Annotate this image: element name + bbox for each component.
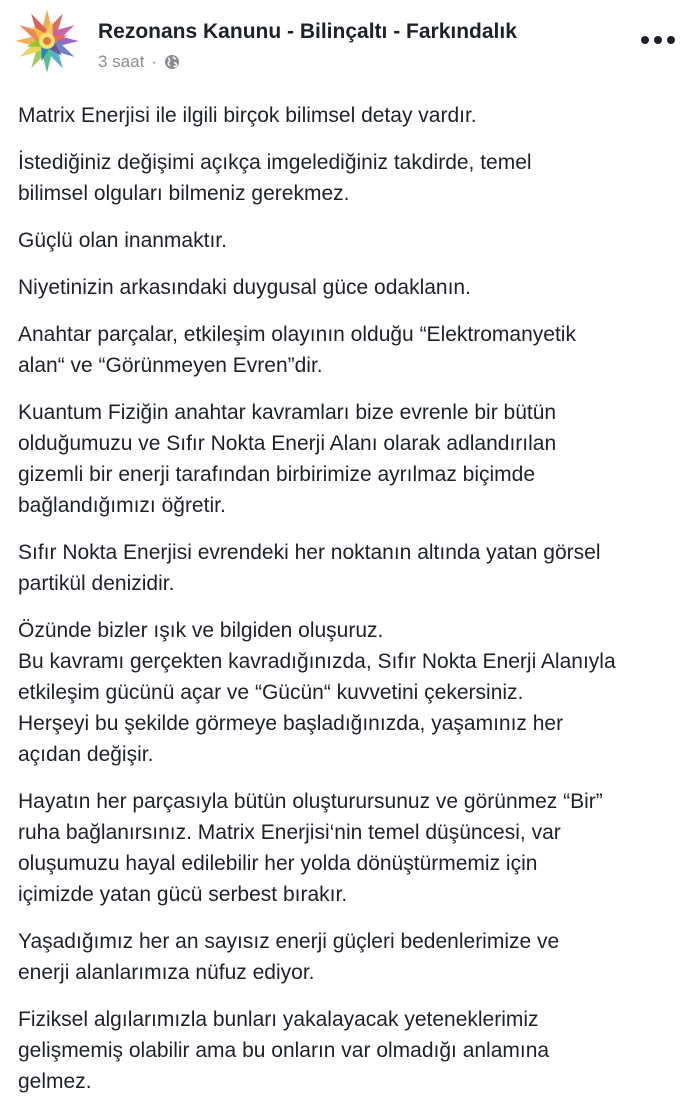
post-time[interactable]: 3 saat	[98, 52, 145, 71]
post-paragraph: Hayatın her parçasıyla bütün oluşturursunuz ve görünmez “Bir” ruha bağlanırsınız. Matrix Enerjisi‘nin temel düşüncesi, var oluşumuzu hayal edilebilir her yolda dönüştürmemiz için içimizde yatan gücü serbest bırakır.	[18, 790, 603, 906]
post-paragraph: Yaşadığımız her an sayısız enerji güçleri bedenlerimize ve enerji alanlarımıza nüfuz ediyor.	[18, 930, 560, 984]
post-paragraph: Özünde bizler ışık ve bilgiden oluşuruz. Bu kavramı gerçekten kavradığınızda, Sıfır Nokta Enerji Alanıyla etkileşim gücünü açar ve “Gücün“ kuvvetini çekersiniz. Herşeyi bu şekilde görmeye başladığınızda, yaşamınız her açıdan değişir.	[18, 619, 616, 766]
post-paragraph: Niyetinizin arkasındaki duygusal güce odaklanın.	[18, 276, 471, 299]
post-paragraph: Sıfır Nokta Enerjisi evrendeki her noktanın altında yatan görsel partikül denizidir.	[18, 541, 601, 595]
avatar[interactable]	[14, 8, 80, 74]
page-name[interactable]: Rezonans Kanunu - Bilinçaltı - Farkındalık	[98, 20, 517, 43]
globe-icon	[164, 54, 180, 70]
more-dot	[641, 36, 649, 44]
more-options-icon[interactable]	[641, 34, 675, 46]
post-header	[0, 0, 695, 82]
post-paragraph: Kuantum Fiziğin anahtar kavramları bize evrenle bir bütün olduğumuzu ve Sıfır Nokta Enerji Alanı olarak adlandırılan gizemli bir enerji tarafından birbirimize ayrılmaz biçimde bağlandığımızı öğretir.	[18, 401, 557, 517]
post-meta	[98, 52, 180, 72]
more-dot	[667, 36, 675, 44]
post-paragraph: Anahtar parçalar, etkileşim olayının olduğu “Elektromanyetik alan“ ve “Görünmeyen Evren”dir.	[18, 323, 576, 377]
more-dot	[654, 36, 662, 44]
post-paragraph: İstediğiniz değişimi açıkça imgelediğiniz takdirde, temel bilimsel olguları bilmeniz gerekmez.	[18, 151, 532, 205]
post-paragraph: Fiziksel algılarımızla bunları yakalayacak yeteneklerimiz gelişmemiş olabilir ama bu onların var olmadığı anlamına gelmez.	[18, 1008, 550, 1093]
post-paragraph: Güçlü olan inanmaktır.	[18, 229, 227, 252]
mandala-logo-icon	[15, 9, 78, 72]
post-body	[18, 100, 683, 1113]
meta-separator: ·	[151, 52, 157, 71]
post-paragraph: Matrix Enerjisi ile ilgili birçok bilimsel detay vardır.	[18, 104, 477, 127]
